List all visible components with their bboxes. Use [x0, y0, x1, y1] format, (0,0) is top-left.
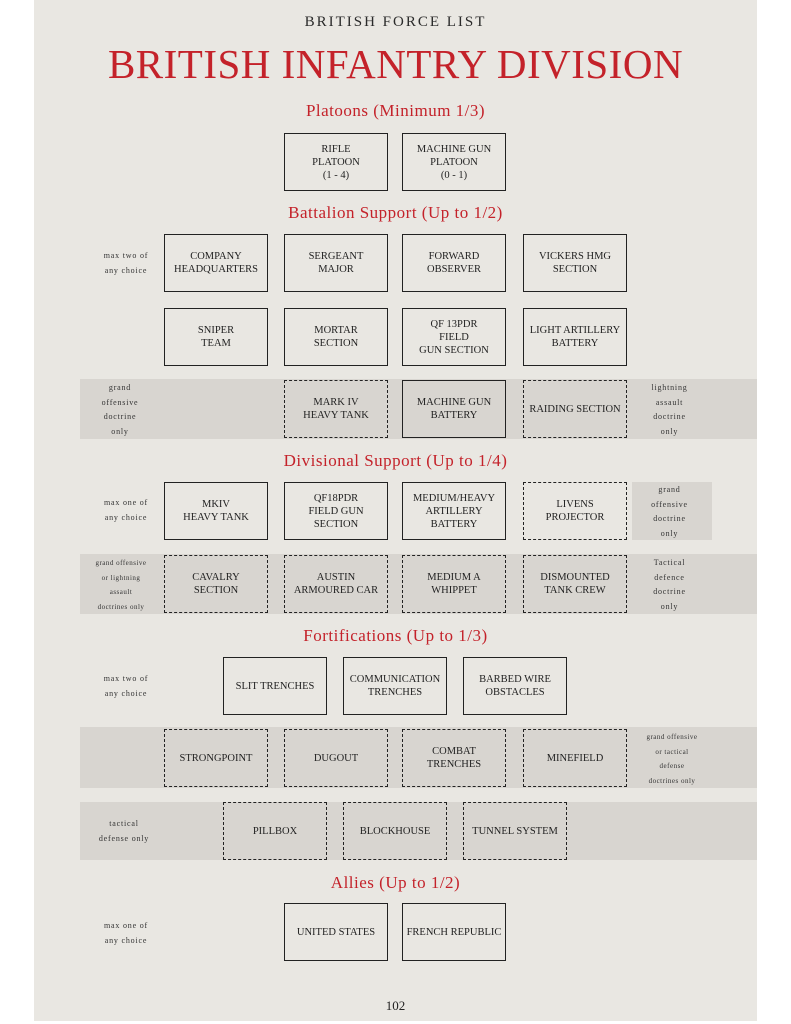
- unit-austin-armoured-car: AUSTIN ARMOURED CAR: [284, 555, 388, 613]
- unit-mark-iv-heavy-tank: MARK IV HEAVY TANK: [284, 380, 388, 438]
- unit-united-states: UNITED STATES: [284, 903, 388, 961]
- unit-light-artillery-battery: LIGHT ARTILLERY BATTERY: [523, 308, 627, 366]
- unit-communication-trenches: COMMUNICATION TRENCHES: [343, 657, 447, 715]
- divisional-grand-offensive-note: grand offensive doctrine only: [651, 485, 688, 538]
- battalion-limit-note: max two of any choice: [103, 251, 149, 275]
- unit-sergeant-major: SERGEANT MAJOR: [284, 234, 388, 292]
- unit-mkiv-heavy-tank: MKIV HEAVY TANK: [164, 482, 268, 540]
- unit-sniper-team: SNIPER TEAM: [164, 308, 268, 366]
- page-title: BRITISH INFANTRY DIVISION: [107, 41, 684, 87]
- page-number: 102: [385, 998, 406, 1013]
- force-list-kicker: BRITISH FORCE LIST: [304, 14, 487, 30]
- unit-vickers-hmg-section: VICKERS HMG SECTION: [523, 234, 627, 292]
- unit-blockhouse: BLOCKHOUSE: [343, 802, 447, 860]
- unit-company-headquarters: COMPANY HEADQUARTERS: [164, 234, 268, 292]
- fortifications-limit-note: max two of any choice: [103, 674, 149, 698]
- unit-rifle-platoon: RIFLE PLATOON (1 - 4): [284, 133, 388, 191]
- unit-combat-trenches: COMBAT TRENCHES: [402, 729, 506, 787]
- divisional-limit-note: max one of any choice: [104, 498, 148, 522]
- unit-medium-a-whippet: MEDIUM A WHIPPET: [402, 555, 506, 613]
- unit-medium-heavy-artillery-battery: MEDIUM/HEAVY ARTILLERY BATTERY: [402, 482, 506, 540]
- battalion-grand-offensive-note: grand offensive doctrine only: [101, 383, 139, 436]
- unit-cavalry-section: CAVALRY SECTION: [164, 555, 268, 613]
- page: [34, 0, 757, 1021]
- unit-french-republic: FRENCH REPUBLIC: [402, 903, 506, 961]
- divisional-tactical-defence-note: Tactical defence doctrine only: [653, 558, 686, 611]
- unit-qf-13pdr-field-gun-section: QF 13PDR FIELD GUN SECTION: [402, 308, 506, 366]
- unit-minefield: MINEFIELD: [523, 729, 627, 787]
- section-title-battalion-support: Battalion Support (Up to 1/2): [288, 203, 503, 222]
- unit-machine-gun-battery: MACHINE GUN BATTERY: [402, 380, 506, 438]
- fortifications-grand-offensive-tactical-note: grand offensive or tactical defense doctrines only: [646, 733, 698, 785]
- section-title-allies: Allies (Up to 1/2): [330, 873, 461, 892]
- fortifications-tactical-defense-note: tactical defense only: [98, 819, 150, 843]
- section-title-platoons: Platoons (Minimum 1/3): [305, 101, 486, 120]
- section-title-fortifications: Fortifications (Up to 1/3): [303, 626, 488, 645]
- unit-barbed-wire-obstacles: BARBED WIRE OBSTACLES: [463, 657, 567, 715]
- unit-qf18pdr-field-gun-section: QF18PDR FIELD GUN SECTION: [284, 482, 388, 540]
- unit-dismounted-tank-crew: DISMOUNTED TANK CREW: [523, 555, 627, 613]
- battalion-lightning-assault-note: lightning assault doctrine only: [651, 383, 688, 436]
- divisional-grand-offensive-lightning-note: grand offensive or lightning assault doctrines only: [95, 559, 147, 611]
- unit-machine-gun-platoon: MACHINE GUN PLATOON (0 - 1): [402, 133, 506, 191]
- unit-slit-trenches: SLIT TRENCHES: [223, 657, 327, 715]
- unit-mortar-section: MORTAR SECTION: [284, 308, 388, 366]
- unit-forward-observer: FORWARD OBSERVER: [402, 234, 506, 292]
- unit-tunnel-system: TUNNEL SYSTEM: [463, 802, 567, 860]
- unit-raiding-section: RAIDING SECTION: [523, 380, 627, 438]
- unit-livens-projector: LIVENS PROJECTOR: [523, 482, 627, 540]
- section-title-divisional-support: Divisional Support (Up to 1/4): [283, 451, 508, 470]
- unit-strongpoint: STRONGPOINT: [164, 729, 268, 787]
- unit-dugout: DUGOUT: [284, 729, 388, 787]
- allies-limit-note: max one of any choice: [104, 921, 148, 945]
- unit-pillbox: PILLBOX: [223, 802, 327, 860]
